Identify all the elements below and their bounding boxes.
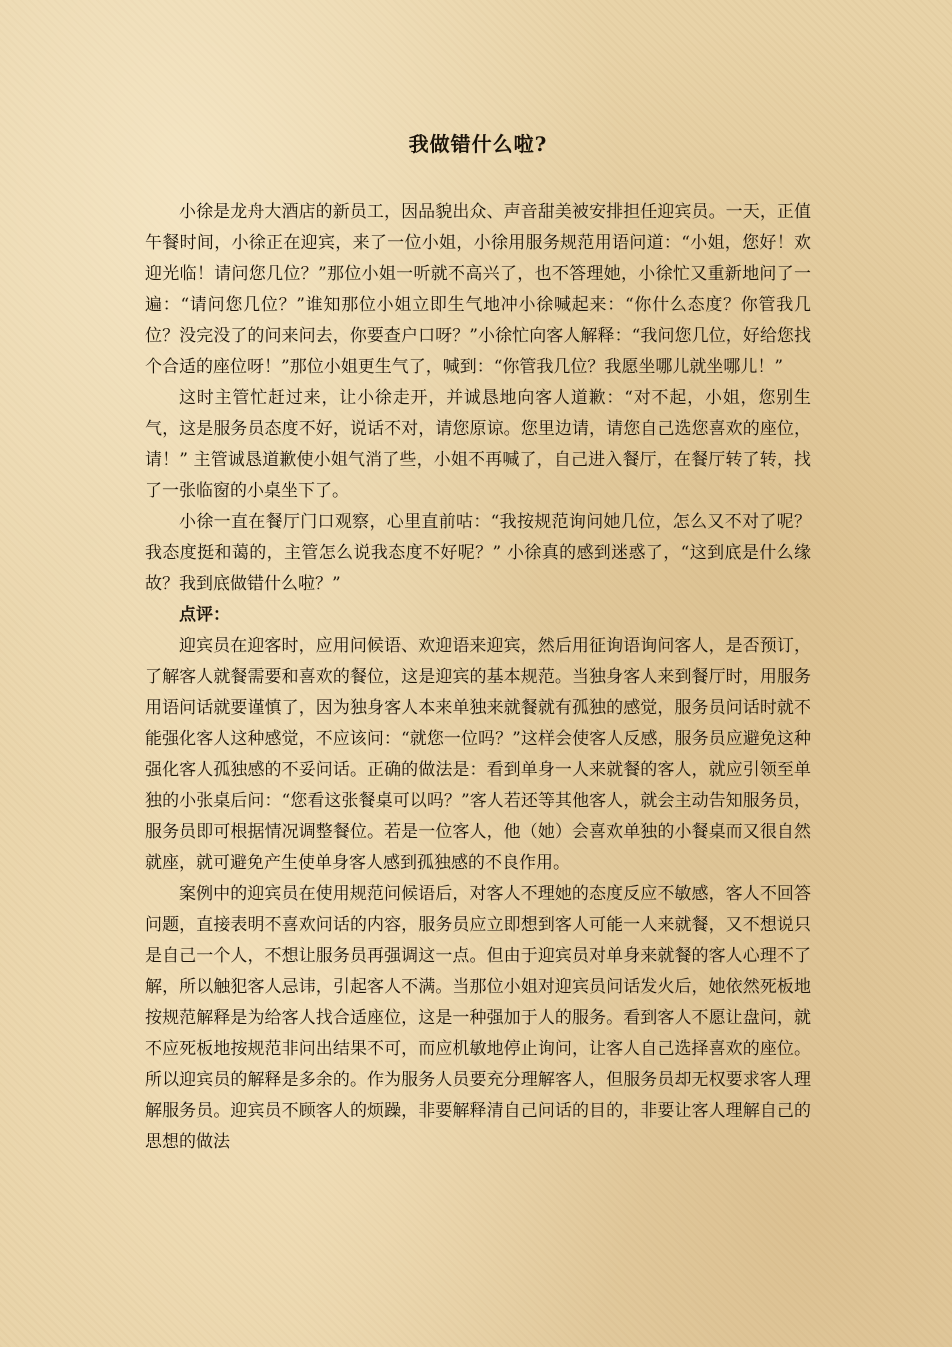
document-title: 我做错什么啦? xyxy=(408,132,548,156)
document-body xyxy=(145,197,811,1158)
paragraph-supervisor-apology: 这时主管忙赶过来，让小徐走开，并诚恳地向客人道歉：“对不起，小姐，您别生气，这是服务员态度不好，说话不对，请您原谅。您里边请，请您自己选您喜欢的座位，请！” 主管诚恳道歉使小姐气消了些，小姐不再喊了，自己进入餐厅，在餐厅转了转，找了一张临窗的小桌坐下了。 xyxy=(145,388,811,501)
paragraph-case-intro: 小徐是龙舟大酒店的新员工，因品貌出众、声音甜美被安排担任迎宾员。一天，正值午餐时间，小徐正在迎宾，来了一位小姐，小徐用服务规范用语问道：“小姐，您好！欢迎光临！请问您几位？”那位小姐一听就不高兴了，也不答理她，小徐忙又重新地问了一遍：“请问您几位？”谁知那位小姐立即生气地冲小徐喊起来：“你什么态度？你管我几位？没完没了的问来问去，你要查户口呀？”小徐忙向客人解释：“我问您几位，好给您找个合适的座位呀！”那位小姐更生气了，喊到：“你管我几位？我愿坐哪儿就坐哪儿！” xyxy=(145,202,811,377)
commentary-heading: 点评： xyxy=(179,605,230,625)
paragraph-xu-confused: 小徐一直在餐厅门口观察，心里直前咕：“我按规范询问她几位，怎么又不对了呢？我态度挺和蔼的，主管怎么说我态度不好呢？” 小徐真的感到迷惑了，“这到底是什么缘故？我到底做错什么啦？” xyxy=(145,512,811,594)
paragraph-commentary-2: 案例中的迎宾员在使用规范问候语后，对客人不理她的态度反应不敏感，客人不回答问题，直接表明不喜欢问话的内容，服务员应立即想到客人可能一人来就餐，又不想说只是自己一个人，不想让服务员再强调这一点。但由于迎宾员对单身来就餐的客人心理不了解，所以触犯客人忌讳，引起客人不满。当那位小姐对迎宾员问话发火后，她依然死板地按规范解释是为给客人找合适座位，这是一种强加于人的服务。看到客人不愿让盘问，就不应死板地按规范非问出结果不可，而应机敏地停止询问，让客人自己选择喜欢的座位。所以迎宾员的解释是多余的。作为服务人员要充分理解客人，但服务员却无权要求客人理解服务员。迎宾员不顾客人的烦躁，非要解释清自己问话的目的，非要让客人理解自己的思想的做法 xyxy=(145,884,811,1152)
paragraph-commentary-1: 迎宾员在迎客时，应用问候语、欢迎语来迎宾，然后用征询语询问客人，是否预订，了解客人就餐需要和喜欢的餐位，这是迎宾的基本规范。当独身客人来到餐厅时，用服务用语问话就要谨慎了，因为独身客人本来单独来就餐就有孤独的感觉，服务员问话时就不能强化客人这种感觉，不应该问：“就您一位吗？”这样会使客人反感，服务员应避免这种强化客人孤独感的不妥问话。正确的做法是：看到单身一人来就餐的客人，就应引领至单独的小张桌后问：“您看这张餐桌可以吗？”客人若还等其他客人，就会主动告知服务员，服务员即可根据情况调整餐位。若是一位客人，他（她）会喜欢单独的小餐桌而又很自然就座，就可避免产生使单身客人感到孤独感的不良作用。 xyxy=(145,636,811,873)
